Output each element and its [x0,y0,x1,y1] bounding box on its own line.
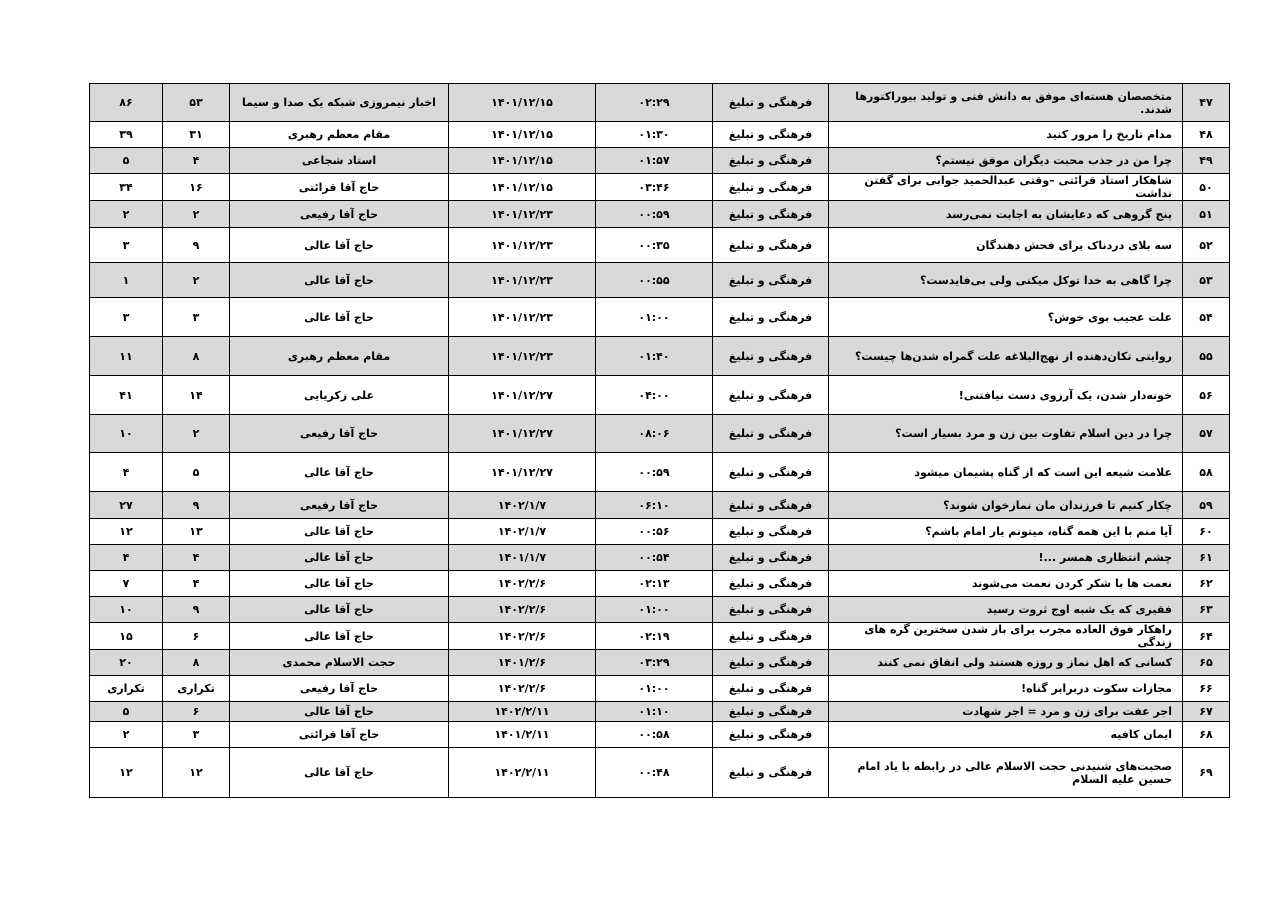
duration-cell: ۰۱:۴۰ [596,337,713,376]
source-cell: حاج آقا عالی [230,702,449,722]
table-row [90,519,1230,545]
program-title-cell: چرا در دین اسلام تفاوت بین زن و مرد بسیار است؟ [829,415,1183,453]
program-title-cell: مدام تاریخ را مرور کنید [829,122,1183,148]
table-row [90,201,1230,228]
total-count-cell: ۱۲ [90,519,163,545]
count-cell: ۸ [163,650,230,676]
total-count-cell: ۸۶ [90,84,163,122]
total-count-cell: ۷ [90,571,163,597]
total-count-cell: ۳ [90,228,163,263]
table-row [90,148,1230,174]
date-cell: ۱۴۰۱/۱۲/۲۷ [449,453,596,492]
duration-cell: ۰۰:۵۵ [596,263,713,298]
category-cell: فرهنگی و تبلیغ [713,376,829,415]
total-count-cell: ۲ [90,722,163,748]
row-number-cell: ۶۰ [1183,519,1230,545]
program-title-cell: خونه‌دار شدن، یک آرزوی دست نیافتنی! [829,376,1183,415]
date-cell: ۱۴۰۲/۲/۶ [449,571,596,597]
category-cell: فرهنگی و تبلیغ [713,571,829,597]
count-cell: ۲ [163,263,230,298]
source-cell: حاج آقا قرائتی [230,174,449,201]
program-title-cell: متخصصان هسته‌ای موفق به دانش فنی و تولید بیوراکتورها شدند. [829,84,1183,122]
program-title-cell: علت عجیب بوی خوش؟ [829,298,1183,337]
table-row [90,228,1230,263]
total-count-cell: ۱۰ [90,415,163,453]
row-number-cell: ۵۳ [1183,263,1230,298]
date-cell: ۱۴۰۲/۲/۱۱ [449,702,596,722]
duration-cell: ۰۳:۲۹ [596,650,713,676]
program-title-cell: علامت شیعه این است که از گناه پشیمان میشود [829,453,1183,492]
duration-cell: ۰۰:۵۴ [596,545,713,571]
date-cell: ۱۴۰۱/۱۲/۱۵ [449,148,596,174]
date-cell: ۱۴۰۱/۱۲/۲۳ [449,298,596,337]
total-count-cell: ۱ [90,263,163,298]
table-row [90,722,1230,748]
row-number-cell: ۵۵ [1183,337,1230,376]
source-cell: حجت الاسلام محمدی [230,650,449,676]
row-number-cell: ۶۵ [1183,650,1230,676]
total-count-cell: ۵ [90,148,163,174]
program-title-cell: روایتی تکان‌دهنده از نهج‌البلاغه علت گمراه شدن‌ها چیست؟ [829,337,1183,376]
count-cell: ۳ [163,722,230,748]
program-title-cell: کسانی که اهل نماز و روزه هستند ولی انفاق نمی کنند [829,650,1183,676]
table-row [90,597,1230,623]
category-cell: فرهنگی و تبلیغ [713,415,829,453]
row-number-cell: ۵۲ [1183,228,1230,263]
table-row [90,453,1230,492]
row-number-cell: ۵۸ [1183,453,1230,492]
total-count-cell: ۳۹ [90,122,163,148]
program-table [89,83,1230,798]
program-title-cell: مجازات سکوت دربرابر گناه! [829,676,1183,702]
count-cell: ۹ [163,492,230,519]
source-cell: حاج آقا عالی [230,623,449,650]
source-cell: استاد شجاعی [230,148,449,174]
source-cell: حاج آقا عالی [230,519,449,545]
count-cell: ۵۳ [163,84,230,122]
duration-cell: ۰۴:۰۰ [596,376,713,415]
source-cell: حاج آقا عالی [230,228,449,263]
count-cell: ۱۲ [163,748,230,798]
table-body [90,84,1230,798]
duration-cell: ۰۱:۰۰ [596,676,713,702]
category-cell: فرهنگی و تبلیغ [713,122,829,148]
duration-cell: ۰۰:۵۹ [596,453,713,492]
program-title-cell: ایمان کافیه [829,722,1183,748]
table-row [90,84,1230,122]
duration-cell: ۰۱:۰۰ [596,298,713,337]
total-count-cell: ۱۰ [90,597,163,623]
table-row [90,545,1230,571]
date-cell: ۱۴۰۱/۱۲/۱۵ [449,84,596,122]
category-cell: فرهنگی و تبلیغ [713,545,829,571]
category-cell: فرهنگی و تبلیغ [713,337,829,376]
count-cell: ۴ [163,571,230,597]
program-title-cell: چرا گاهی به خدا توکل میکنی ولی بی‌فایدست؟ [829,263,1183,298]
row-number-cell: ۵۷ [1183,415,1230,453]
duration-cell: ۰۰:۵۹ [596,201,713,228]
duration-cell: ۰۰:۴۸ [596,748,713,798]
count-cell: ۱۶ [163,174,230,201]
row-number-cell: ۶۲ [1183,571,1230,597]
date-cell: ۱۴۰۲/۲/۶ [449,676,596,702]
row-number-cell: ۵۱ [1183,201,1230,228]
source-cell: حاج آقا عالی [230,263,449,298]
date-cell: ۱۴۰۱/۲/۶ [449,650,596,676]
date-cell: ۱۴۰۱/۱۲/۲۳ [449,228,596,263]
category-cell: فرهنگی و تبلیغ [713,298,829,337]
category-cell: فرهنگی و تبلیغ [713,597,829,623]
source-cell: حاج آقا عالی [230,597,449,623]
date-cell: ۱۴۰۲/۱/۷ [449,492,596,519]
row-number-cell: ۵۶ [1183,376,1230,415]
table-row [90,337,1230,376]
count-cell: ۹ [163,597,230,623]
table-row [90,571,1230,597]
duration-cell: ۰۰:۳۵ [596,228,713,263]
category-cell: فرهنگی و تبلیغ [713,748,829,798]
category-cell: فرهنگی و تبلیغ [713,201,829,228]
category-cell: فرهنگی و تبلیغ [713,84,829,122]
source-cell: حاج آقا رفیعی [230,676,449,702]
program-title-cell: نعمت ها با شکر کردن نعمت می‌شوند [829,571,1183,597]
table-row [90,492,1230,519]
category-cell: فرهنگی و تبلیغ [713,453,829,492]
program-title-cell: آیا منم با این همه گناه، میتونم یار امام باشم؟ [829,519,1183,545]
row-number-cell: ۵۹ [1183,492,1230,519]
date-cell: ۱۴۰۱/۱۲/۱۵ [449,174,596,201]
duration-cell: ۰۰:۵۸ [596,722,713,748]
category-cell: فرهنگی و تبلیغ [713,263,829,298]
count-cell: ۲ [163,201,230,228]
duration-cell: ۰۰:۵۶ [596,519,713,545]
date-cell: ۱۴۰۲/۲/۱۱ [449,748,596,798]
source-cell: مقام معظم رهبری [230,337,449,376]
date-cell: ۱۴۰۱/۲/۱۱ [449,722,596,748]
total-count-cell: ۳۴ [90,174,163,201]
table-row [90,702,1230,722]
duration-cell: ۰۸:۰۶ [596,415,713,453]
table-row [90,676,1230,702]
program-title-cell: صحبت‌های شنیدنی حجت الاسلام عالی در رابطه با یاد امام حسین علیه السلام [829,748,1183,798]
source-cell: حاج آقا رفیعی [230,492,449,519]
count-cell: ۴ [163,148,230,174]
program-title-cell: سه بلای دردناک برای فحش دهندگان [829,228,1183,263]
category-cell: فرهنگی و تبلیغ [713,623,829,650]
row-number-cell: ۵۴ [1183,298,1230,337]
row-number-cell: ۴۷ [1183,84,1230,122]
duration-cell: ۰۶:۱۰ [596,492,713,519]
count-cell: ۹ [163,228,230,263]
count-cell: ۱۴ [163,376,230,415]
count-cell: ۳۱ [163,122,230,148]
count-cell: تکراری [163,676,230,702]
row-number-cell: ۵۰ [1183,174,1230,201]
count-cell: ۶ [163,623,230,650]
duration-cell: ۰۲:۱۹ [596,623,713,650]
count-cell: ۵ [163,453,230,492]
count-cell: ۶ [163,702,230,722]
table-row [90,650,1230,676]
program-title-cell: اجر عفت برای زن و مرد = اجر شهادت [829,702,1183,722]
program-title-cell: چکار کنیم تا فرزندان مان نمازخوان شوند؟ [829,492,1183,519]
duration-cell: ۰۱:۱۰ [596,702,713,722]
row-number-cell: ۶۹ [1183,748,1230,798]
total-count-cell: تکراری [90,676,163,702]
total-count-cell: ۱۲ [90,748,163,798]
date-cell: ۱۴۰۱/۱۲/۲۷ [449,376,596,415]
source-cell: حاج آقا عالی [230,571,449,597]
table-row [90,415,1230,453]
source-cell: حاج آقا قرائتی [230,722,449,748]
program-title-cell: شاهکار استاد قرائتی –وقتی عبدالحمید جوابی برای گفتن نداشت [829,174,1183,201]
duration-cell: ۰۱:۰۰ [596,597,713,623]
source-cell: اخبار نیمروزی شبکه یک صدا و سیما [230,84,449,122]
source-cell: حاج آقا عالی [230,298,449,337]
count-cell: ۸ [163,337,230,376]
duration-cell: ۰۲:۱۳ [596,571,713,597]
category-cell: فرهنگی و تبلیغ [713,702,829,722]
total-count-cell: ۳ [90,298,163,337]
count-cell: ۳ [163,298,230,337]
program-title-cell: فقیری که یک شبه اوج ثروت رسید [829,597,1183,623]
category-cell: فرهنگی و تبلیغ [713,148,829,174]
row-number-cell: ۴۸ [1183,122,1230,148]
total-count-cell: ۱۵ [90,623,163,650]
row-number-cell: ۶۴ [1183,623,1230,650]
source-cell: حاج آقا رفیعی [230,415,449,453]
duration-cell: ۰۲:۲۹ [596,84,713,122]
table-row [90,122,1230,148]
row-number-cell: ۶۳ [1183,597,1230,623]
table-row [90,623,1230,650]
total-count-cell: ۴ [90,545,163,571]
table-row [90,298,1230,337]
total-count-cell: ۵ [90,702,163,722]
program-title-cell: راهکار فوق العاده مجرب برای باز شدن سخترین گره های زندگی [829,623,1183,650]
row-number-cell: ۴۹ [1183,148,1230,174]
table-row [90,174,1230,201]
source-cell: حاج آقا عالی [230,748,449,798]
count-cell: ۱۳ [163,519,230,545]
date-cell: ۱۴۰۱/۱۲/۲۳ [449,263,596,298]
total-count-cell: ۲ [90,201,163,228]
program-title-cell: چرا من در جذب محبت دیگران موفق نیستم؟ [829,148,1183,174]
category-cell: فرهنگی و تبلیغ [713,174,829,201]
date-cell: ۱۴۰۱/۱۲/۲۳ [449,337,596,376]
date-cell: ۱۴۰۲/۱/۷ [449,519,596,545]
date-cell: ۱۴۰۱/۱۲/۲۳ [449,201,596,228]
duration-cell: ۰۱:۵۷ [596,148,713,174]
source-cell: حاج آقا عالی [230,545,449,571]
table-row [90,263,1230,298]
category-cell: فرهنگی و تبلیغ [713,676,829,702]
date-cell: ۱۴۰۱/۱/۷ [449,545,596,571]
total-count-cell: ۱۱ [90,337,163,376]
category-cell: فرهنگی و تبلیغ [713,650,829,676]
row-number-cell: ۶۱ [1183,545,1230,571]
table-row [90,748,1230,798]
source-cell: علی زکریایی [230,376,449,415]
program-title-cell: چشم انتظاری همسر ...! [829,545,1183,571]
row-number-cell: ۶۷ [1183,702,1230,722]
date-cell: ۱۴۰۲/۲/۶ [449,623,596,650]
total-count-cell: ۴۱ [90,376,163,415]
source-cell: مقام معظم رهبری [230,122,449,148]
total-count-cell: ۴ [90,453,163,492]
duration-cell: ۰۳:۴۶ [596,174,713,201]
total-count-cell: ۲۰ [90,650,163,676]
row-number-cell: ۶۸ [1183,722,1230,748]
count-cell: ۴ [163,545,230,571]
row-number-cell: ۶۶ [1183,676,1230,702]
date-cell: ۱۴۰۱/۱۲/۱۵ [449,122,596,148]
program-title-cell: پنج گروهی که دعایشان به اجابت نمی‌رسد [829,201,1183,228]
source-cell: حاج آقا رفیعی [230,201,449,228]
count-cell: ۲ [163,415,230,453]
total-count-cell: ۲۷ [90,492,163,519]
source-cell: حاج آقا عالی [230,453,449,492]
category-cell: فرهنگی و تبلیغ [713,492,829,519]
table-row [90,376,1230,415]
category-cell: فرهنگی و تبلیغ [713,722,829,748]
duration-cell: ۰۱:۳۰ [596,122,713,148]
category-cell: فرهنگی و تبلیغ [713,228,829,263]
category-cell: فرهنگی و تبلیغ [713,519,829,545]
date-cell: ۱۴۰۲/۲/۶ [449,597,596,623]
date-cell: ۱۴۰۱/۱۲/۲۷ [449,415,596,453]
